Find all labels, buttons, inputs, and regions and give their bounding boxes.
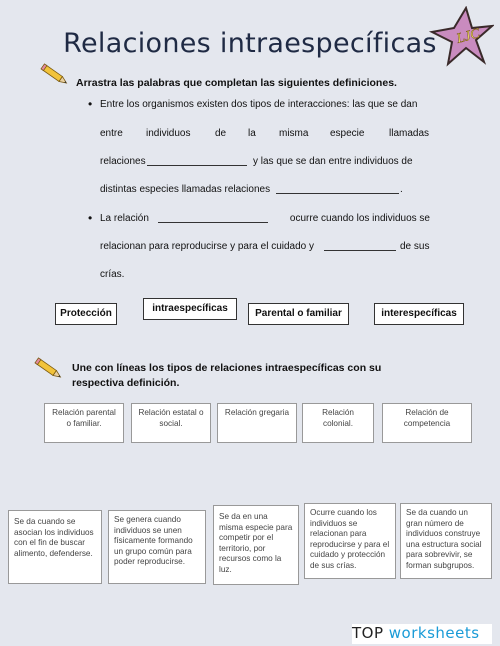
type-box-parental[interactable]: Relación parental o familiar. — [44, 403, 124, 443]
pencil-icon — [40, 62, 70, 88]
p2-line2b: de sus — [400, 241, 430, 252]
p1-word: misma — [279, 128, 309, 139]
blank-3[interactable] — [158, 212, 268, 223]
svg-text:LJC: LJC — [455, 26, 482, 47]
p1-word: llamadas — [389, 128, 430, 139]
p2-line3: crías. — [100, 269, 125, 280]
word-interespecificas[interactable]: interespecíficas — [374, 303, 464, 325]
p1-word: individuos — [146, 128, 191, 139]
bullet-2: • — [88, 211, 93, 225]
definition-box-4[interactable]: Ocurre cuando los individuos se relacionan para reproducirse y para el cuidado y protección de sus crías. — [304, 503, 396, 579]
definition-box-2[interactable]: Se genera cuando individuos se unen físicamente formando un grupo común para poder reproducirse. — [108, 510, 206, 584]
type-box-colonial[interactable]: Relación colonial. — [302, 403, 374, 443]
word-proteccion[interactable]: Protección — [55, 303, 117, 325]
p1-dot: . — [400, 184, 403, 195]
p2-a: La relación — [100, 213, 149, 224]
p1-word: especie — [330, 128, 365, 139]
pencil-icon — [34, 356, 64, 382]
p2-b: ocurre cuando los individuos se — [289, 213, 430, 224]
p1-word: la — [248, 128, 256, 139]
p1-line3b: y las que se dan entre individuos de — [253, 156, 413, 167]
type-box-estatal[interactable]: Relación estatal o social. — [131, 403, 211, 443]
blank-2[interactable] — [276, 183, 399, 194]
p1-word: entre — [100, 128, 123, 139]
instruction-2: Une con líneas los tipos de relaciones intraespecíficas con su respectiva definición. — [72, 362, 382, 389]
word-intraespecificas[interactable]: intraespecíficas — [143, 298, 237, 320]
star-logo — [428, 6, 494, 68]
blank-4[interactable] — [324, 240, 396, 251]
page-title: Relaciones intraespecíficas — [63, 28, 437, 59]
blank-1[interactable] — [147, 155, 247, 166]
type-box-competencia[interactable]: Relación de competencia — [382, 403, 472, 443]
p1-line3a: relaciones — [100, 156, 146, 167]
bullet-1: • — [88, 97, 93, 111]
watermark-rest: worksheets — [383, 624, 480, 642]
definition-box-5[interactable]: Se da cuando un gran número de individuos construye una estructura social para sobrevivir, se forman subgrupos. — [400, 503, 492, 579]
p1-word: de — [215, 128, 227, 139]
p1-line4: distintas especies llamadas relaciones — [100, 184, 271, 195]
watermark — [352, 624, 492, 644]
watermark-top: TOP — [352, 624, 384, 642]
definition-box-1[interactable]: Se da cuando se asocian los individuos con el fin de buscar alimento, defenderse. — [8, 510, 102, 584]
word-parental-familiar[interactable]: Parental o familiar — [248, 303, 349, 325]
p2-line2a: relacionan para reproducirse y para el cuidado y — [100, 241, 315, 252]
instruction-1: Arrastra las palabras que completan las siguientes definiciones. — [76, 77, 397, 89]
type-box-gregaria[interactable]: Relación gregaria — [217, 403, 297, 443]
p1-line1: Entre los organismos existen dos tipos de interacciones: las que se dan — [100, 99, 418, 110]
definition-box-3[interactable]: Se da en una misma especie para competir por el territorio, por recursos como la luz. — [213, 505, 299, 585]
